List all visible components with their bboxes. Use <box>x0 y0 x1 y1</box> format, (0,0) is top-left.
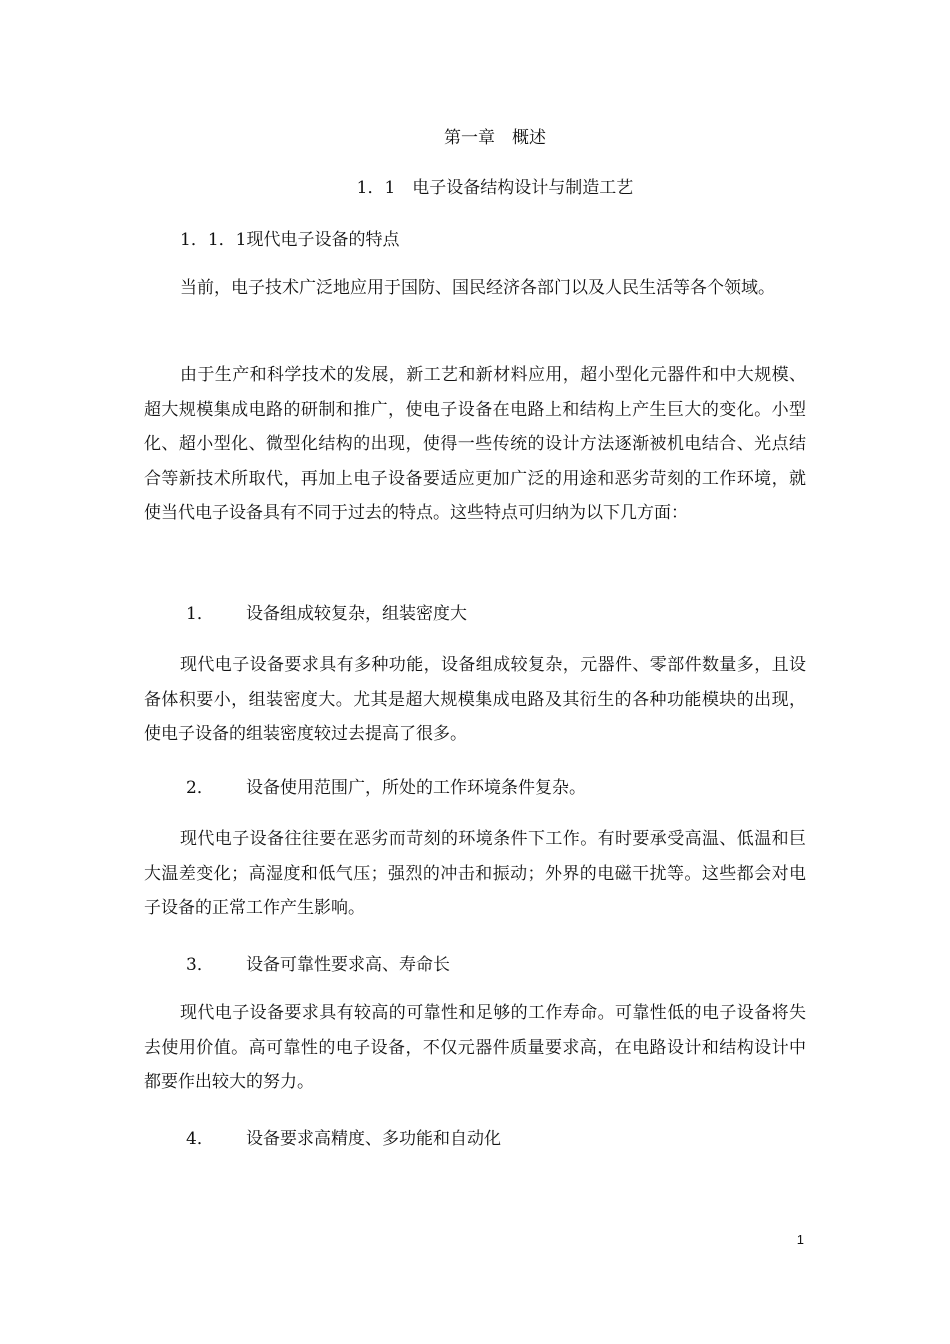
intro-paragraph: 当前，电子技术广泛地应用于国防、国民经济各部门以及人民生活等各个领域。 <box>180 278 775 298</box>
item-number: 4． <box>186 1129 214 1149</box>
item-heading-3 <box>186 953 450 977</box>
item-heading-text: 设备可靠性要求高、寿命长 <box>246 955 450 975</box>
item-heading-text: 设备使用范围广，所处的工作环境条件复杂。 <box>246 778 586 798</box>
section-title: 1．1 电子设备结构设计与制造工艺 <box>356 178 634 198</box>
item-number: 3． <box>186 955 214 975</box>
item-body-1: 现代电子设备要求具有多种功能，设备组成较复杂，元器件、零部件数量多，且设备体积要小，组装密度大。尤其是超大规模集成电路及其衍生的各种功能模块的出现，使电子设备的组装密度较过去提高了很多。 <box>144 655 806 744</box>
subsection-title: 1．1．1现代电子设备的特点 <box>180 230 400 250</box>
item-body-3: 现代电子设备要求具有较高的可靠性和足够的工作寿命。可靠性低的电子设备将失去使用价值。高可靠性的电子设备，不仅元器件质量要求高，在电路设计和结构设计中都要作出较大的努力。 <box>144 1003 806 1092</box>
item-heading-text: 设备要求高精度、多功能和自动化 <box>246 1129 501 1149</box>
page-number: 1 <box>796 1232 804 1247</box>
item-heading-text: 设备组成较复杂，组装密度大 <box>246 604 467 624</box>
item-heading-1 <box>186 602 467 626</box>
item-number: 1． <box>186 604 214 624</box>
item-body-2: 现代电子设备往往要在恶劣而苛刻的环境条件下工作。有时要承受高温、低温和巨大温差变化；高湿度和低气压；强烈的冲击和振动；外界的电磁干扰等。这些都会对电子设备的正常工作产生影响。 <box>144 829 806 918</box>
item-heading-2 <box>186 776 586 800</box>
background-paragraph: 由于生产和科学技术的发展，新工艺和新材料应用，超小型化元器件和中大规模、超大规模集成电路的研制和推广，使电子设备在电路上和结构上产生巨大的变化。小型化、超小型化、微型化结构的出现，使得一些传统的设计方法逐渐被机电结合、光点结合等新技术所取代，再加上电子设备要适应更加广泛的用途和恶劣苛刻的工作环境，就使当代电子设备具有不同于过去的特点。这些特点可归纳为以下几方面： <box>144 365 806 523</box>
chapter-title: 第一章 概述 <box>444 128 546 148</box>
item-heading-4 <box>186 1127 501 1151</box>
item-number: 2． <box>186 778 214 798</box>
